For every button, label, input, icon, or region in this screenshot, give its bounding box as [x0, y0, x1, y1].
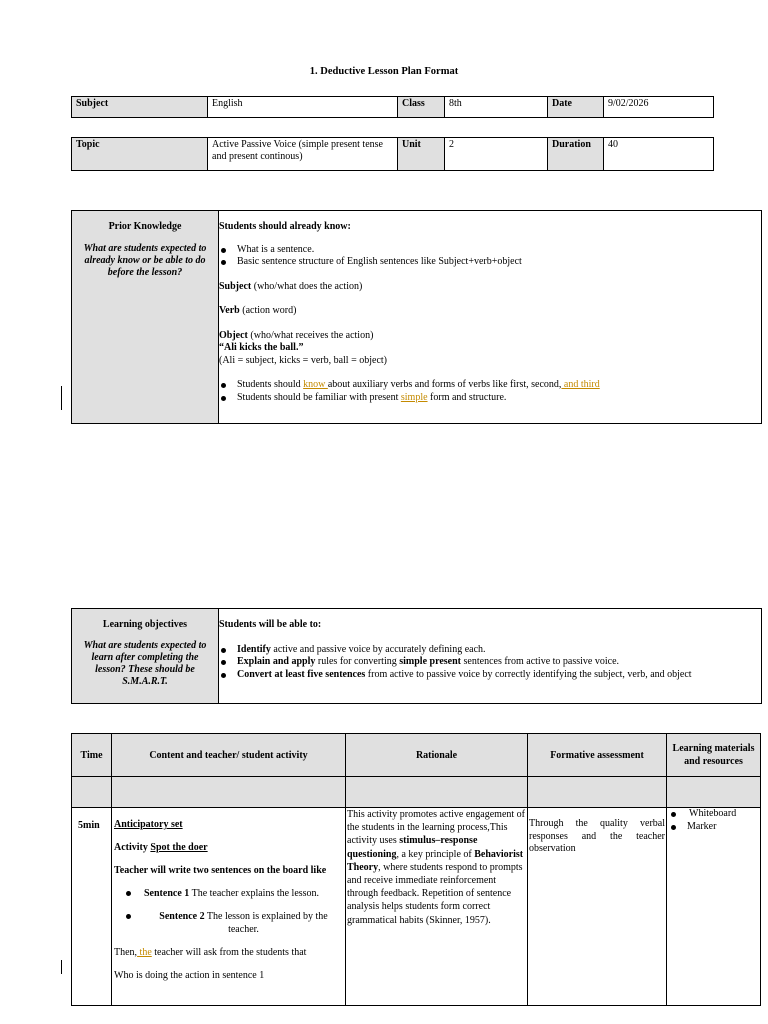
objective-item-1: [219, 644, 755, 657]
duration-value[interactable]: 40: [604, 138, 714, 171]
objective-item-2: [219, 656, 755, 669]
sentence-2: [124, 910, 343, 936]
sentence-2-text: The lesson is explained by the teacher.: [204, 911, 328, 935]
example-note: (Ali = subject, kicks = verb, ball = object): [219, 354, 387, 366]
objectives-heading: Learning objectives: [102, 619, 188, 630]
date-value[interactable]: 9/02/2026: [604, 97, 714, 118]
rationale-c: , a key principle of: [396, 848, 475, 860]
prior-knowledge-label-cell: [72, 211, 219, 423]
prior-bullet-3: [219, 379, 755, 392]
verb-definition: [219, 305, 755, 318]
row-rationale-cell[interactable]: [346, 808, 528, 1006]
then-text-a: Then,: [114, 947, 138, 958]
bullet4-text-a: Students should be familiar with present: [237, 391, 401, 403]
activity-label: Activity: [114, 842, 151, 853]
subject-term: Subject: [219, 280, 252, 292]
blank-cell[interactable]: [346, 777, 528, 808]
header-assessment: Formative assessment: [528, 734, 667, 777]
class-value[interactable]: 8th: [445, 97, 548, 118]
text-cursor-2: [61, 960, 62, 974]
verb-desc: (action word): [239, 305, 297, 316]
subject-label: Subject: [72, 97, 208, 118]
prior-knowledge-question: What are students expected to already know or be able to do before the lesson?: [83, 243, 207, 278]
meta-table-topic: [71, 137, 714, 171]
learning-objectives-section: [71, 608, 762, 704]
row-assessment-cell[interactable]: [528, 808, 667, 1006]
table-row: [72, 808, 761, 1006]
sentence-2-label: Sentence 2: [159, 911, 205, 922]
sentence-1: [124, 887, 343, 900]
header-rationale: Rationale: [346, 734, 528, 777]
objectives-question: What are students expected to learn after completing the lesson? These should be S.M.A.R.T.: [83, 640, 207, 687]
anticipatory-set: Anticipatory set: [114, 819, 183, 830]
rationale-term-2: Behaviorist Theory: [347, 848, 524, 873]
assessment-text: Through the quality verbal responses and the teacher observation: [529, 818, 665, 854]
topic-value[interactable]: Active Passive Voice (simple present tense and present continous): [208, 138, 398, 171]
material-whiteboard: Whiteboard: [669, 808, 758, 821]
prior-knowledge-section: [71, 210, 762, 424]
activity-line: [114, 841, 343, 854]
object-desc: (who/what receives the action): [247, 329, 374, 341]
row-content-cell[interactable]: [112, 808, 346, 1006]
duration-label: Duration: [548, 138, 604, 171]
rationale-text: [346, 808, 527, 927]
objective-1-text: active and passive voice by accurately defining each.: [270, 643, 486, 655]
unit-value[interactable]: 2: [445, 138, 548, 171]
subject-value[interactable]: English: [208, 97, 398, 118]
lesson-plan-table: [71, 733, 761, 1006]
object-definition: [219, 330, 755, 343]
objective-2-bold: Explain and apply: [237, 656, 316, 667]
tracked-change-know[interactable]: know: [303, 379, 328, 390]
sentence-1-text: The teacher explains the lesson.: [189, 888, 320, 899]
then-line: [114, 946, 343, 959]
unit-label: Unit: [398, 138, 445, 171]
text-cursor: [61, 386, 62, 410]
bullet4-text-b: form and structure.: [427, 391, 507, 403]
document-title: 1. Deductive Lesson Plan Format: [309, 66, 459, 77]
objective-item-3: [219, 669, 755, 682]
header-content: Content and teacher/ student activity: [112, 734, 346, 777]
teacher-instruction: Teacher will write two sentences on the board like: [114, 865, 327, 876]
objective-3-text: from active to passive voice by correctly identifying the subject, verb, and object: [365, 668, 692, 680]
objectives-content[interactable]: [219, 609, 761, 703]
row-materials-cell[interactable]: [667, 808, 761, 1006]
meta-table-subject: [71, 96, 714, 118]
objectives-intro: Students will be able to:: [219, 619, 322, 630]
object-term: Object: [219, 329, 248, 341]
verb-term: Verb: [219, 305, 240, 316]
row-time[interactable]: 5min: [72, 808, 112, 1006]
blank-cell[interactable]: [112, 777, 346, 808]
material-marker: Marker: [669, 821, 758, 834]
subject-definition: [219, 281, 755, 294]
header-time: Time: [72, 734, 112, 777]
prior-knowledge-heading: Prior Knowledge: [108, 221, 182, 232]
prior-bullet-1: What is a sentence.: [219, 244, 755, 257]
bullet3-text-b: about auxiliary verbs and forms of verbs like first, second,: [327, 379, 562, 390]
table-row-blank: [72, 777, 761, 808]
blank-cell[interactable]: [528, 777, 667, 808]
subject-desc: (who/what does the action): [251, 280, 363, 292]
topic-label: Topic: [72, 138, 208, 171]
objectives-label-cell: [72, 609, 219, 703]
example-sentence: “Ali kicks the ball.”: [219, 342, 304, 353]
objective-2-text: rules for converting: [315, 656, 400, 667]
objective-2-bold2: simple present: [399, 656, 462, 667]
tracked-change-simple[interactable]: simple: [400, 391, 428, 403]
blank-cell[interactable]: [72, 777, 112, 808]
rationale-term-1: stimulus–response questioning: [347, 835, 478, 860]
tracked-change-the[interactable]: the: [137, 947, 152, 958]
objective-3-bold: Convert at least five sentences: [237, 668, 366, 680]
objective-2-text2: sentences from active to passive voice.: [461, 656, 620, 667]
prior-bullet-2: Basic sentence structure of English sentences like Subject+verb+object: [219, 256, 755, 269]
blank-cell[interactable]: [667, 777, 761, 808]
prior-knowledge-intro: Students should already know:: [219, 221, 351, 232]
header-materials: Learning materials and resources: [667, 734, 761, 777]
date-label: Date: [548, 97, 604, 118]
activity-name: Spot the doer: [150, 842, 208, 853]
prior-knowledge-content[interactable]: [219, 211, 761, 423]
prior-bullet-4: [219, 392, 755, 405]
sentence-1-label: Sentence 1: [144, 888, 190, 899]
rationale-d: , where students respond to prompts and receive immediate reinforcement through feedback. Repetition of sentence analysis helps students form correct grammatical habits (Skinner, 1957).: [347, 861, 523, 926]
bullet3-text-a: Students should: [237, 379, 304, 390]
rationale-a: This activity promotes active engagement of the students in the learning process,This activity uses: [347, 809, 525, 847]
then-text-b: teacher will ask from the students that: [151, 947, 307, 958]
objective-1-bold: Identify: [237, 643, 271, 655]
tracked-change-third[interactable]: and third: [561, 379, 600, 390]
question-line: Who is doing the action in sentence 1: [114, 970, 265, 981]
class-label: Class: [398, 97, 445, 118]
